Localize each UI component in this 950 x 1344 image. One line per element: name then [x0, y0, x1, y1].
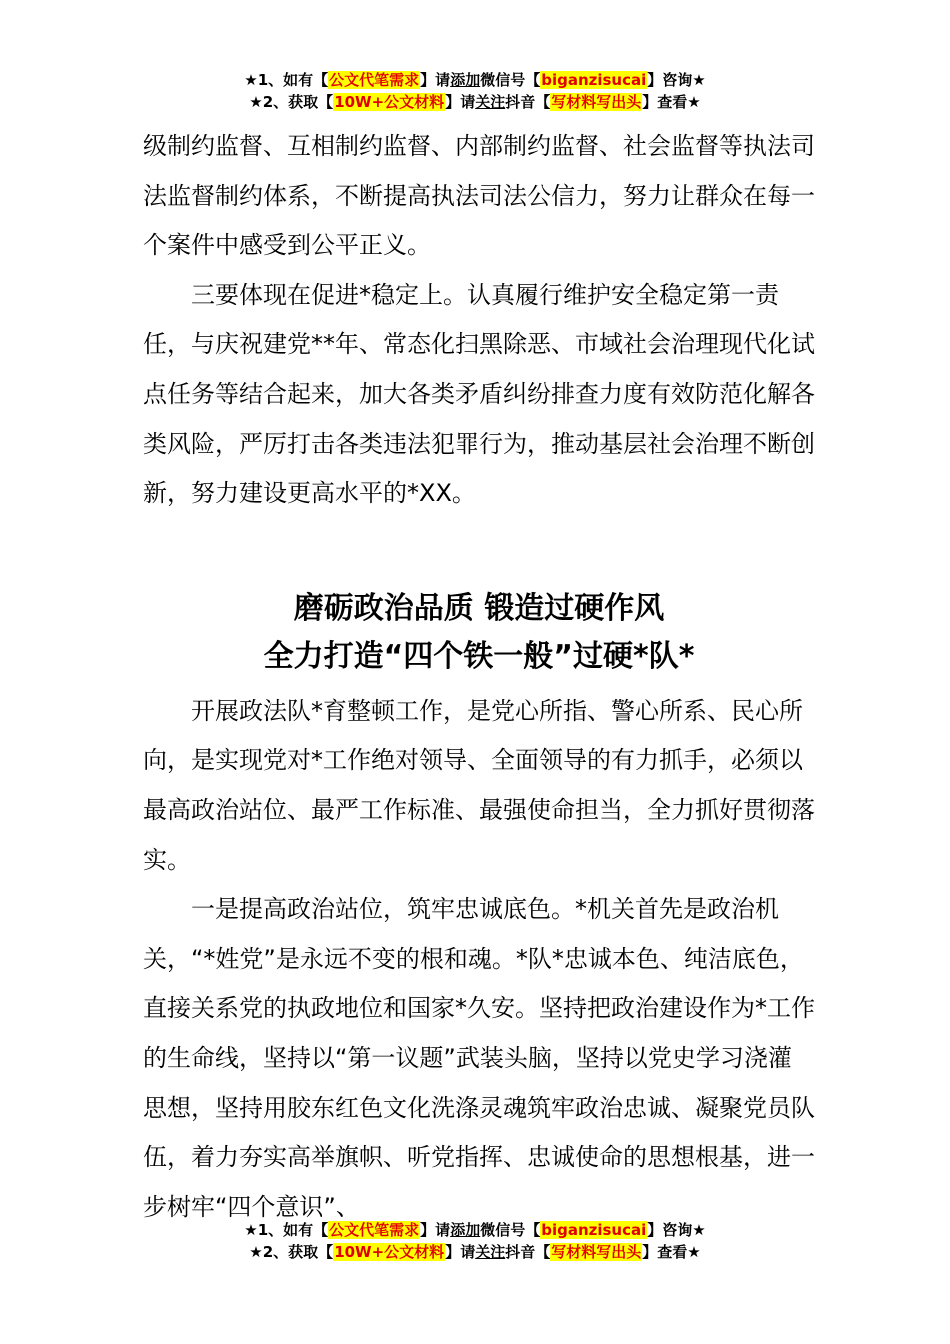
banner-line-1	[0, 69, 950, 91]
paragraph-1: 级制约监督、互相制约监督、内部制约监督、社会监督等执法司法监督制约体系，不断提高执法司法公信力，努力让群众在每一个案件中感受到公平正义。	[143, 132, 815, 260]
banner-text: 】请	[445, 93, 476, 111]
wechat-id-tag: biganzisucai	[541, 1221, 647, 1239]
banner-text: 微信号【	[480, 71, 541, 89]
footer-banner	[0, 1219, 950, 1263]
heading-line-1: 磨砺政治品质 锻造过硬作风	[293, 590, 665, 626]
highlight-tag: 公文代笔需求	[329, 1221, 420, 1239]
banner-text: 抖音【	[505, 1243, 551, 1261]
banner-text: 】查看★	[642, 1243, 701, 1261]
heading-line-2: 全力打造“四个铁一般”过硬*队*	[263, 638, 695, 674]
douyin-id-tag: 写材料写出头	[551, 93, 642, 111]
banner-text: ★1、如有【	[244, 1221, 329, 1239]
banner-text: 抖音【	[505, 93, 551, 111]
document-body	[143, 122, 815, 1232]
section-heading	[143, 585, 815, 681]
highlight-tag: 公文代笔需求	[329, 71, 420, 89]
header-banner	[0, 69, 950, 113]
banner-line-2	[0, 1241, 950, 1263]
banner-text: 】咨询★	[647, 71, 706, 89]
douyin-id-tag: 写材料写出头	[551, 1243, 642, 1261]
paragraph-3: 开展政法队*育整顿工作，是党心所指、警心所系、民心所向，是实现党对*工作绝对领导、全面领导的有力抓手，必须以最高政治站位、最严工作标准、最强使命担当，全力抓好贯彻落实。	[143, 696, 815, 874]
highlight-tag: 10W+公文材料	[334, 93, 445, 111]
wechat-id-tag: biganzisucai	[541, 71, 647, 89]
banner-line-1	[0, 1219, 950, 1241]
paragraph-4: 一是提高政治站位，筑牢忠诚底色。*机关首先是政治机关，“*姓党”是永远不变的根和魂。*队*忠诚本色、纯洁底色，直接关系党的执政地位和国家*久安。坚持把政治建设作为*工作的生命线，坚持以“第一议题”武装头脑，坚持以党史学习浇灌思想，坚持用胶东红色文化洗涤灵魂筑牢政治忠诚、凝聚党员队伍，着力夯实高举旗帜、听党指挥、忠诚使命的思想根基，进一步树牢“四个意识”、	[143, 895, 815, 1221]
banner-text: 】请	[445, 1243, 476, 1261]
banner-text: ★1、如有【	[244, 71, 329, 89]
banner-text: 微信号【	[480, 1221, 541, 1239]
underlined-text: 添加	[450, 71, 481, 89]
paragraph-2: 三要体现在促进*稳定上。认真履行维护安全稳定第一责任，与庆祝建党**年、常态化扫黑除恶、市域社会治理现代化试点任务等结合起来，加大各类矛盾纠纷排查力度有效防范化解各类风险，严厉打击各类违法犯罪行为，推动基层社会治理不断创新，努力建设更高水平的*XX。	[143, 280, 815, 508]
underlined-text: 关注	[475, 93, 506, 111]
banner-text: 】请	[420, 1221, 451, 1239]
banner-text: ★2、获取【	[249, 1243, 334, 1261]
banner-text: 】请	[420, 71, 451, 89]
underlined-text: 关注	[475, 1243, 506, 1261]
underlined-text: 添加	[450, 1221, 481, 1239]
banner-text: ★2、获取【	[249, 93, 334, 111]
banner-text: 】查看★	[642, 93, 701, 111]
highlight-tag: 10W+公文材料	[334, 1243, 445, 1261]
banner-text: 】咨询★	[647, 1221, 706, 1239]
banner-line-2	[0, 91, 950, 113]
